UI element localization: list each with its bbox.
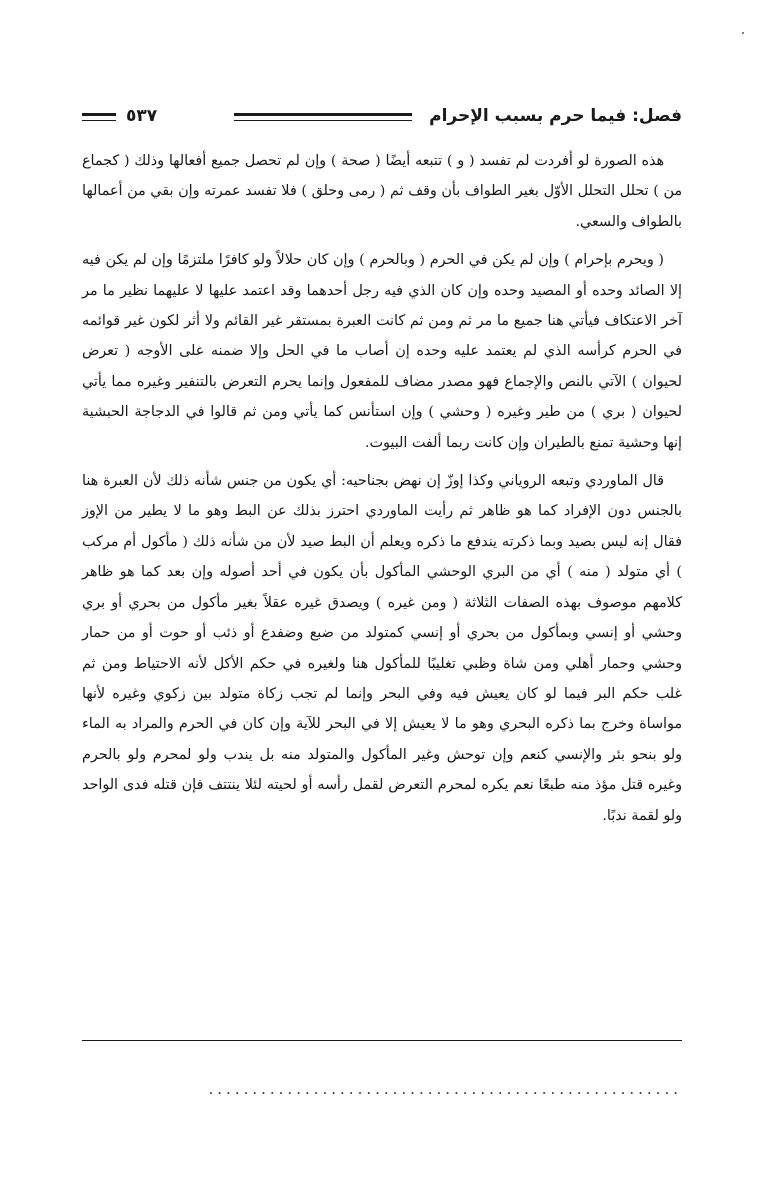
paragraph-1: هذه الصورة لو أفردت لم تفسد ( و ) تتبعه أيضًا ( صحة ) وإن لم تحصل جميع أفعالها وذلك ( كجماع من ) تحلل التحلل الأوّل بغير الطواف بأن وقف ثم ( رمى وحلق ) فلا تفسد عمرته وإن بقي من أعمالها بالطواف والسعي. — [82, 153, 682, 230]
header-rule — [234, 113, 412, 121]
main-text — [82, 146, 682, 831]
page-number: ٥٣٧ — [126, 106, 158, 126]
paragraph-2: ( ويحرم بإحرام ) وإن لم يكن في الحرم ( وبالحرم ) وإن كان حلالاً ولو كافرًا ملتزمًا وإن لم يكن فيه إلا الصائد وحده أو المصيد وحده وإن كان الذي فيه رجل أحدهما وقد اعتمد عليها لا عليهما نظير ما مر آخر الاعتكاف فيأتي هنا جميع ما مر ثم ومن ثم كانت العبرة بمستقر غير القائم ولا أثر لكون غير قوائمه في الحرم كرأسه الذي لم يعتمد عليه وحده إن أصاب ما في الحل وإلا ضمنه على الأوجه ( تعرض لحيوان ) الآتي بالنص والإجماع فهو مصدر مضاف للمفعول وإنما يحرم التعرض بالتنفير وغيره مما يأتي لحيوان ( بري ) من طير وغيره ( وحشي ) وإن استأنس كما يأتي ومن ثم قالوا في الدجاجة الحبشية إنها وحشية تمنع بالطيران وإن كانت ربما ألفت البيوت. — [82, 252, 682, 451]
running-header — [82, 104, 682, 130]
paragraph-3: قال الماوردي وتبعه الروياني وكذا إوزّ إن نهض بجناحيه: أي يكون من جنس شأنه ذلك لأن العبرة هنا بالجنس دون الإفراد كما هو ظاهر ثم رأيت الماوردي احترز بذلك عن البط وهو ما لا يطير من الإوز فقال إنه ليس بصيد وبما ذكرته يندفع ما ذكره ويعلم أن البط صيد لأن من شأنه ذلك ( مأكول أم مركب ) أي متولد ( منه ) أي من البري الوحشي المأكول بأن يكون في أحد أصوله وإن بعد كما هو ظاهر كلامهم موصوف بهذه الصفات الثلاثة ( ومن غيره ) ويصدق غيره عقلاً بغير مأكول من بحري أو بري وحشي أو إنسي وبمأكول من بحري أو إنسي كمتولد من ضبع وضفدع أو ذئب أو حوت أو من حمار وحشي وحمار أهلي ومن شاة وظبي تغليبًا للمأكول هنا ولغيره في حكم الأكل لأنه الاحتياط ومن ثم غلب حكم البر فيما لو كان يعيش فيه وفي البحر وإنما لم تجب زكاة متولد بين زكوي وغيره لأنها مواساة وخرج بما ذكره البحري وهو ما لا يعيش إلا في البحر للآية وإن كان في الحرم والمراد به الماء ولو بنحو بئر والإنسي كنعم وإن توحش وغير المأكول والمتولد منه بل يندب ولو لمحرم ولو بالحرم وغيره قتل مؤذ منه طبعًا نعم يكره لمحرم التعرض لقمل رأسه أو لحيته لئلا ينتتف فإن قتله فدى الواحد ولو لقمة ندبًا. — [82, 473, 682, 824]
footnote-separator — [82, 1040, 682, 1041]
scan-speck — [742, 32, 744, 34]
footnote-dots: ...................................................... — [208, 1080, 682, 1098]
header-title: فصل: فيما حرم بسبب الإحرام — [429, 106, 682, 126]
header-rule-left — [82, 113, 116, 121]
